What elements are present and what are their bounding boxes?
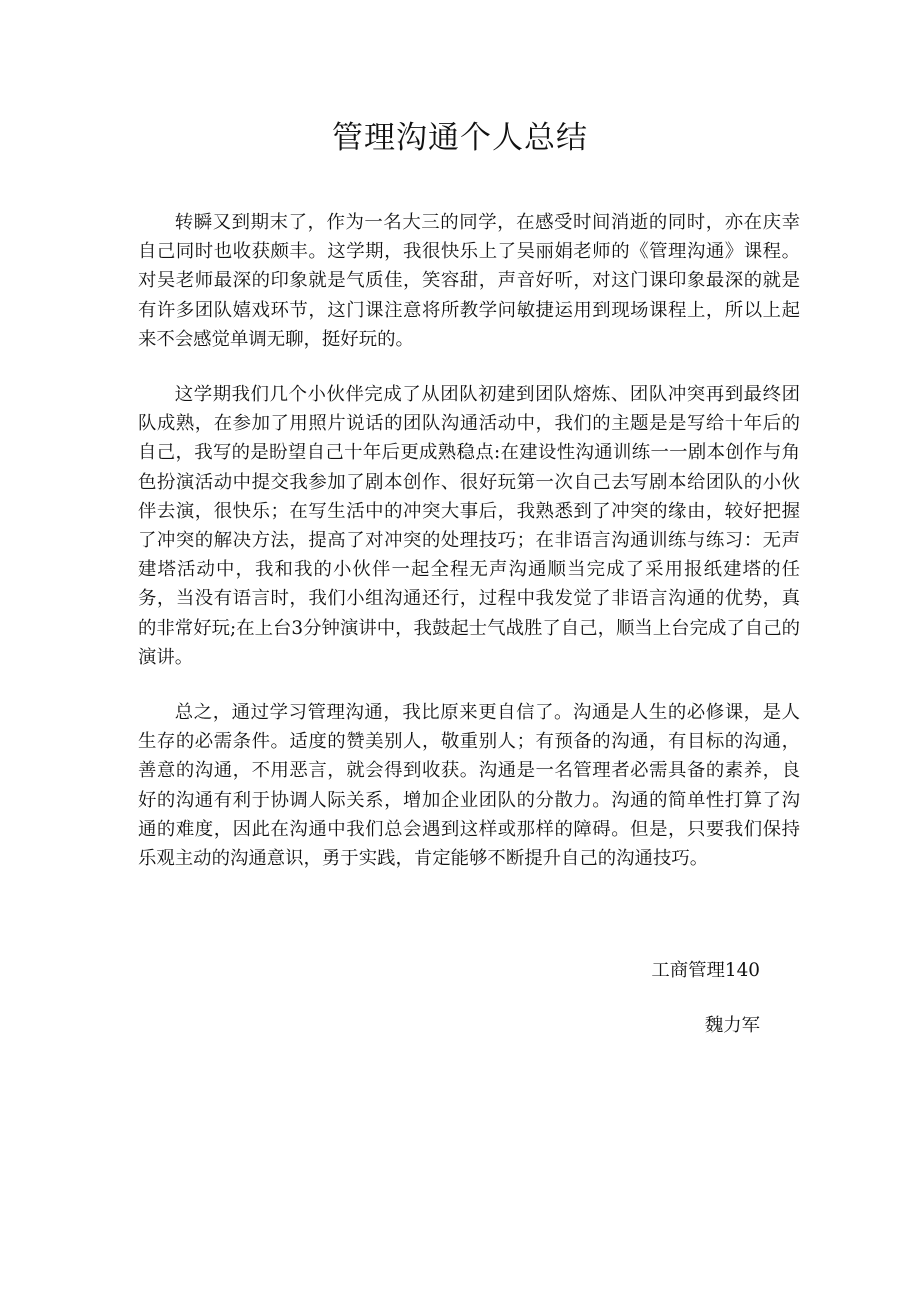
paragraph-1: 转瞬又到期末了，作为一名大三的同学，在感受时间消逝的同时，亦在庆幸自己同时也收获颇丰。这学期，我很快乐上了吴丽娟老师的《管理沟通》课程。对吴老师最深的印象就是气质佳，笑容甜，声音好听，对这门课印象最深的就是有许多团队嬉戏环节，这门课注意将所教学问敏捷运用到现场课程上，所以上起来不会感觉单调无聊，挺好玩的。 xyxy=(138,212,800,350)
paragraph-2: 这学期我们几个小伙伴完成了从团队初建到团队熔炼、团队冲突再到最终团队成熟，在参加了用照片说话的团队沟通活动中，我们的主题是是写给十年后的自己，我写的是盼望自己十年后更成熟稳点:在建设性沟通训练一一剧本创作与角色扮演活动中提交我参加了剧本创作、很好玩第一次自己去写剧本给团队的小伙伴去演，很快乐；在写生活中的冲突大事后，我熟悉到了冲突的缘由，较好把握了冲突的解决方法，提高了对冲突的处理技巧；在非语言沟通训练与练习：无声建塔活动中，我和我的小伙伴一起全程无声沟通顺当完成了采用报纸建塔的任务，当没有语言时，我们小组沟通还行，过程中我发觉了非语言沟通的优势，真的非常好玩;在上台3分钟演讲中，我鼓起士气战胜了自己，顺当上台完成了自己的演讲。 xyxy=(138,384,800,668)
document-body xyxy=(138,208,800,899)
signature-name: 魏力军 xyxy=(704,1015,760,1036)
document-title: 管理沟通个人总结 xyxy=(332,120,588,156)
paragraph-3: 总之，通过学习管理沟通，我比原来更自信了。沟通是人生的必修课，是人生存的必需条件。适度的赞美别人，敬重别人；有预备的沟通，有目标的沟通，善意的沟通，不用恶言，就会得到收获。沟通是一名管理者必需具备的素养，良好的沟通有利于协调人际关系，增加企业团队的分散力。沟通的简单性打算了沟通的难度，因此在沟通中我们总会遇到这样或那样的障碍。但是，只要我们保持乐观主动的沟通意识，勇于实践，肯定能够不断提升自己的沟通技巧。 xyxy=(138,702,800,870)
signature-class: 工商管理140 xyxy=(651,960,760,981)
